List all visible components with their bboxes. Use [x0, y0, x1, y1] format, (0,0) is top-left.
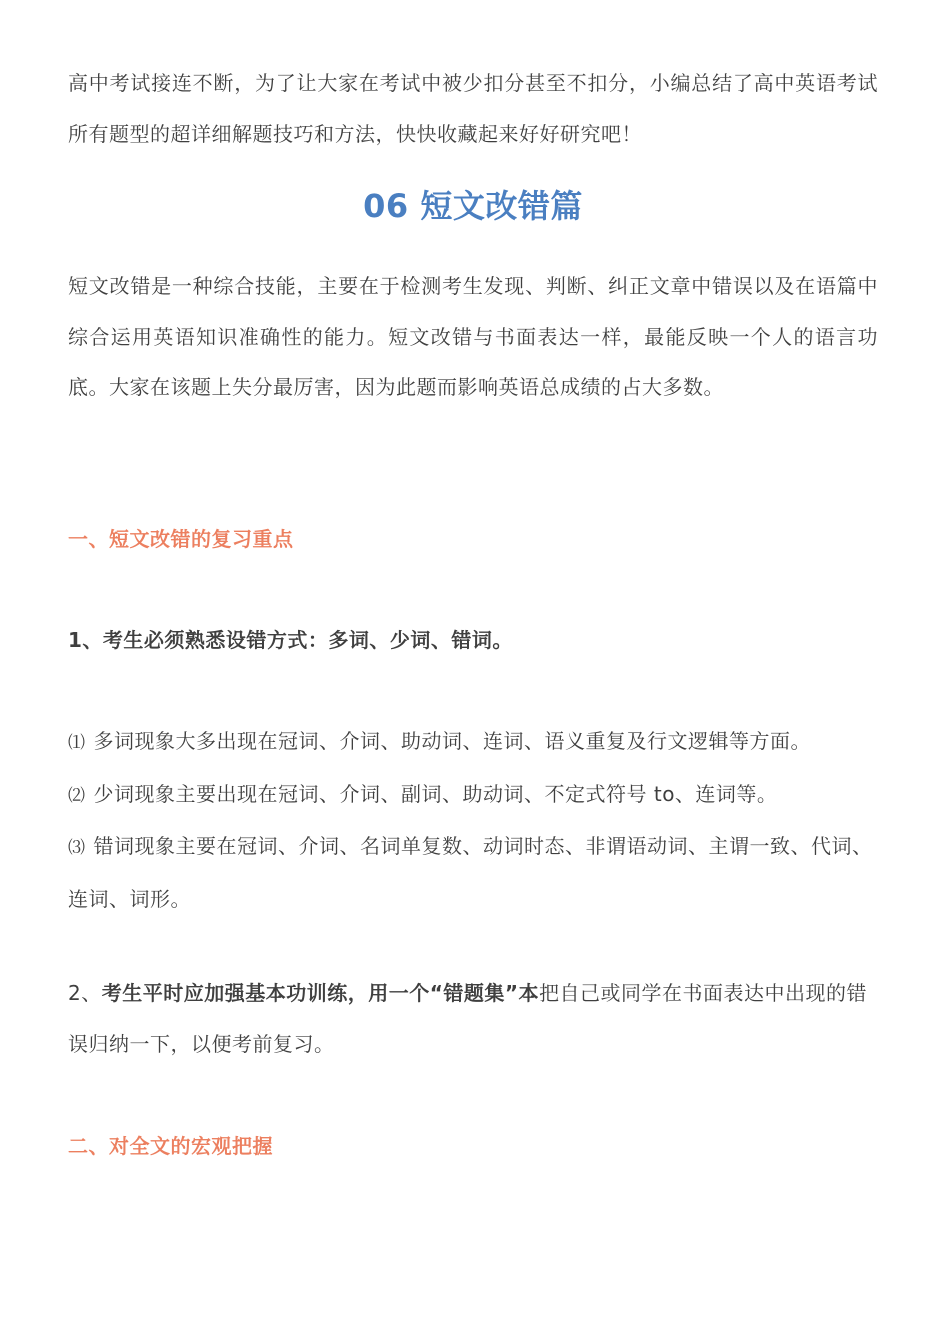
list-marker: ⑴	[68, 733, 86, 753]
section-heading-overall-grasp: 二、对全文的宏观把握	[68, 1134, 273, 1158]
overview-paragraph: 短文改错是一种综合技能，主要在于检测考生发现、判断、纠正文章中错误以及在语篇中综合运用英语知识准确性的能力。短文改错与书面表达一样，最能反映一个人的语言功底。大家在该题上失分最厉害，因为此题而影响英语总成绩的占大多数。	[68, 274, 878, 399]
list-item	[68, 716, 878, 769]
point-error-types: 1、考生必须熟悉设错方式：多词、少词、错词。	[68, 628, 513, 652]
article-title: 06 短文改错篇	[363, 187, 583, 226]
list-marker: ⑶	[68, 838, 86, 858]
point-bold-text: 考生平时应加强基本功训练，用一个“错题集”本	[101, 981, 540, 1005]
point-number: 2、	[68, 981, 102, 1005]
list-item-text: 错词现象主要在冠词、介词、名词单复数、动词时态、非谓语动词、主谓一致、代词、连词、词形。	[68, 834, 873, 911]
section-heading-review-focus: 一、短文改错的复习重点	[68, 527, 294, 551]
list-marker: ⑵	[68, 785, 86, 806]
list-item-text: 多词现象大多出现在冠词、介词、助动词、连词、语义重复及行文逻辑等方面。	[93, 729, 811, 753]
list-item	[68, 769, 878, 822]
intro-paragraph: 高中考试接连不断，为了让大家在考试中被少扣分甚至不扣分，小编总结了高中英语考试所有题型的超详细解题技巧和方法，快快收藏起来好好研究吧！	[68, 71, 878, 146]
point-rest-text: 把自己或同学在书面表达中出现的错误归纳一下，以便考前复习。	[68, 981, 868, 1056]
point-error-notebook	[68, 968, 878, 1069]
list-item	[68, 821, 878, 924]
list-item-text: 少词现象主要出现在冠词、介词、副词、助动词、不定式符号 to、连词等。	[93, 781, 778, 806]
error-type-list	[68, 716, 878, 924]
